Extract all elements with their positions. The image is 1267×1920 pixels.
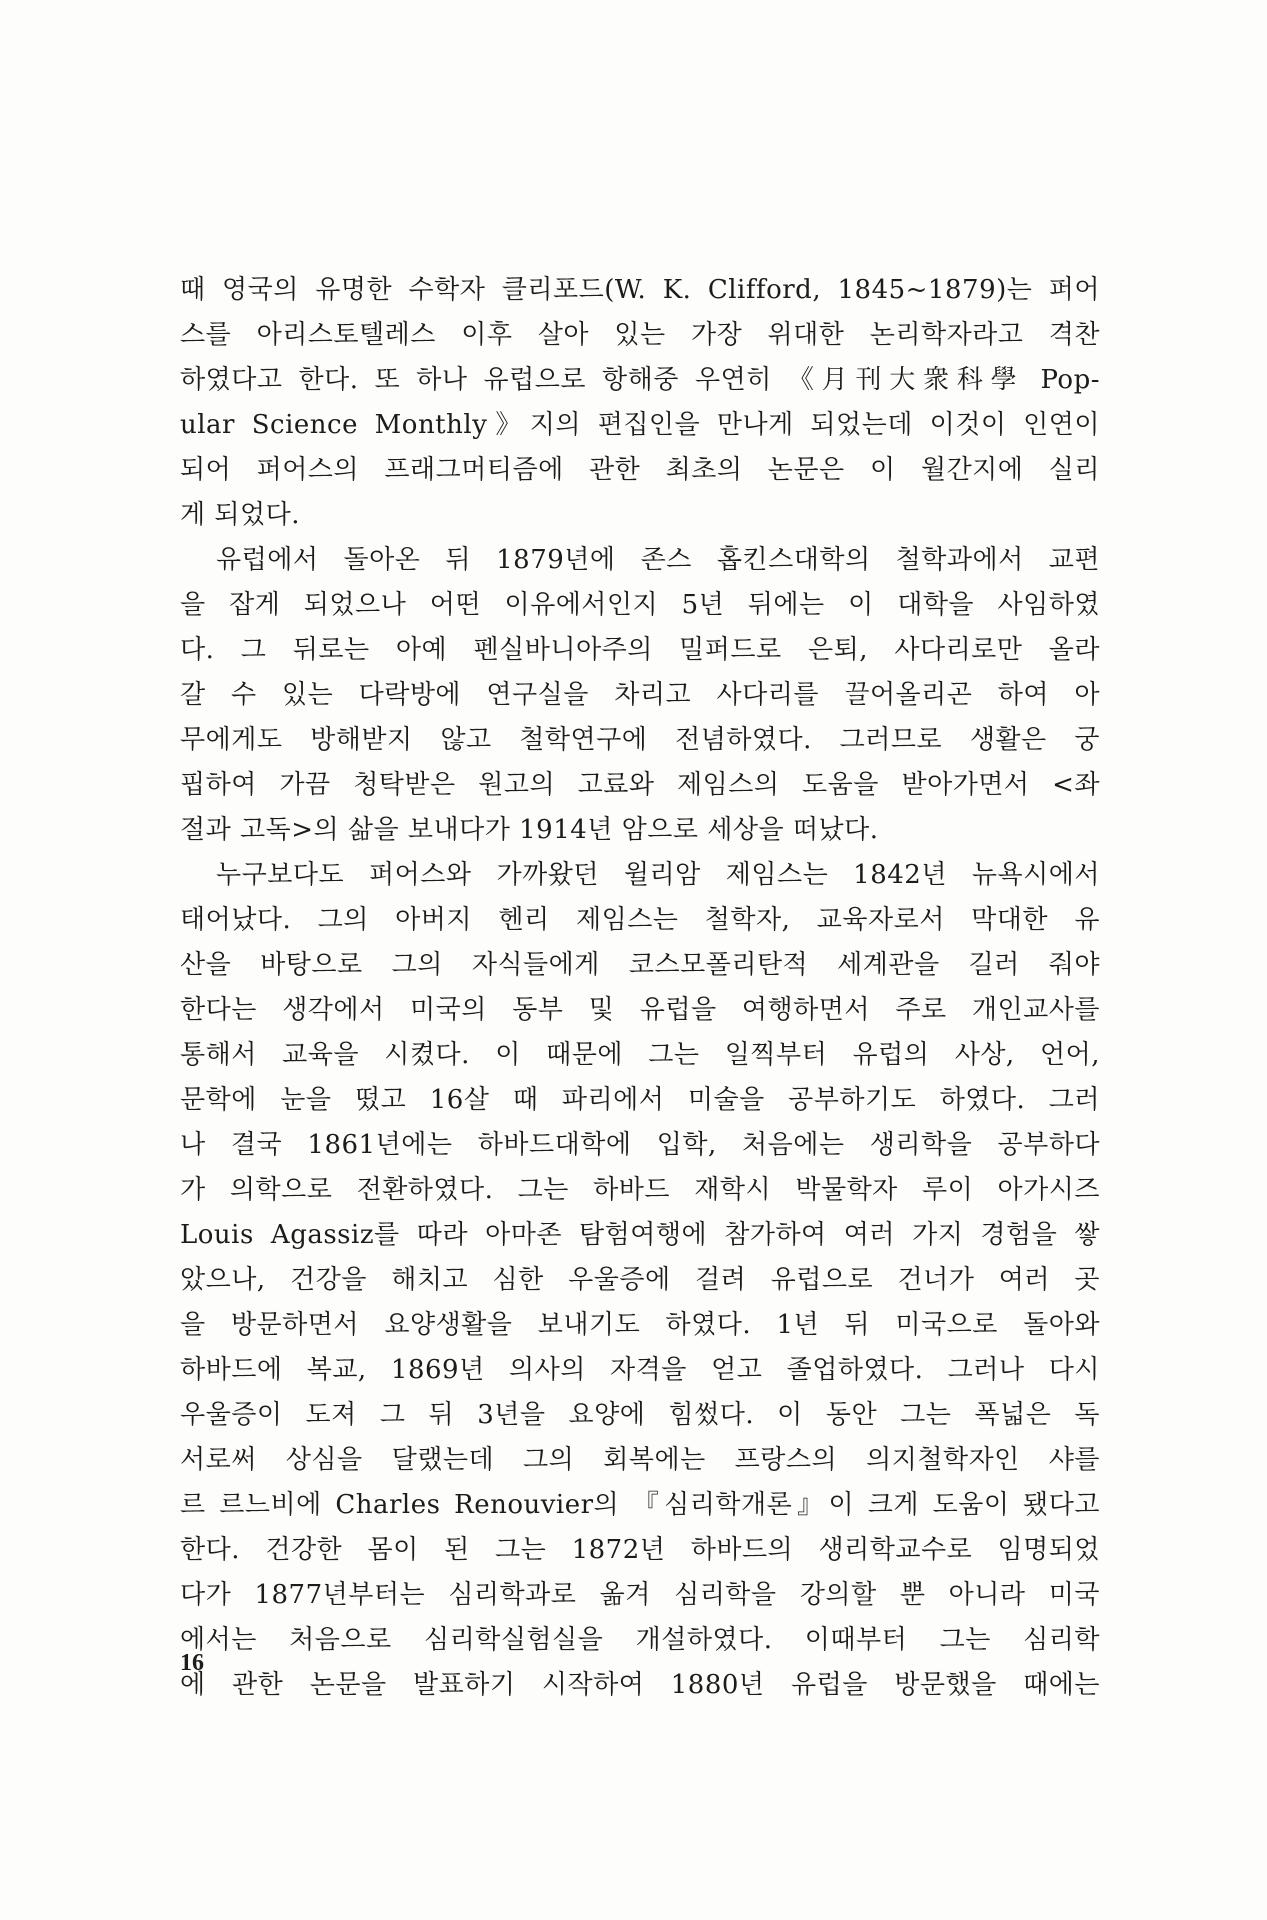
text-line: 을 잡게 되었으나 어떤 이유에서인지 5년 뒤에는 이 대학을 사임하였 bbox=[180, 590, 1100, 620]
text-line: 에 관한 논문을 발표하기 시작하여 1880년 유럽을 방문했을 때에는 bbox=[180, 1670, 1100, 1700]
text-line: 절과 고독>의 삶을 보내다가 1914년 암으로 세상을 떠났다. bbox=[180, 815, 879, 845]
text-line: 한다는 생각에서 미국의 동부 및 유럽을 여행하면서 주로 개인교사를 bbox=[180, 995, 1100, 1025]
page-number: 16 bbox=[180, 1650, 204, 1676]
text-line: 하바드에 복교, 1869년 의사의 자격을 얻고 졸업하였다. 그러나 다시 bbox=[180, 1355, 1100, 1385]
text-line: 갈 수 있는 다락방에 연구실을 차리고 사다리를 끌어올리곤 하여 아 bbox=[180, 680, 1100, 710]
text-line: 나 결국 1861년에는 하바드대학에 입학, 처음에는 생리학을 공부하다 bbox=[180, 1130, 1100, 1160]
text-line: 유럽에서 돌아온 뒤 1879년에 존스 홉킨스대학의 철학과에서 교편 bbox=[216, 545, 1100, 575]
text-line: 에서는 처음으로 심리학실험실을 개설하였다. 이때부터 그는 심리학 bbox=[180, 1625, 1100, 1655]
text-line: 산을 바탕으로 그의 자식들에게 코스모폴리탄적 세계관을 길러 줘야 bbox=[180, 950, 1100, 980]
text-line: 무에게도 방해받지 않고 철학연구에 전념하였다. 그러므로 생활은 궁 bbox=[180, 725, 1100, 755]
text-line: 다. 그 뒤로는 아예 펜실바니아주의 밀퍼드로 은퇴, 사다리로만 올라 bbox=[180, 635, 1100, 665]
text-line: 서로써 상심을 달랬는데 그의 회복에는 프랑스의 의지철학자인 샤를 bbox=[180, 1445, 1100, 1475]
text-line: 게 되었다. bbox=[180, 500, 300, 530]
text-line: 다가 1877년부터는 심리학과로 옮겨 심리학을 강의할 뿐 아니라 미국 bbox=[180, 1580, 1100, 1610]
text-line: 을 방문하면서 요양생활을 보내기도 하였다. 1년 뒤 미국으로 돌아와 bbox=[180, 1310, 1100, 1340]
text-line: 가 의학으로 전환하였다. 그는 하바드 재학시 박물학자 루이 아가시즈 bbox=[180, 1175, 1100, 1205]
text-line: 한다. 건강한 몸이 된 그는 1872년 하바드의 생리학교수로 임명되었 bbox=[180, 1535, 1100, 1565]
text-line: 되어 퍼어스의 프래그머티즘에 관한 최초의 논문은 이 월간지에 실리 bbox=[180, 455, 1100, 485]
text-line: 때 영국의 유명한 수학자 클리포드(W. K. Clifford, 1845~1879)는 퍼어 bbox=[180, 275, 1100, 305]
text-line: 문학에 눈을 떴고 16살 때 파리에서 미술을 공부하기도 하였다. 그러 bbox=[180, 1085, 1100, 1115]
text-line: 핍하여 가끔 청탁받은 원고의 고료와 제임스의 도움을 받아가면서 <좌 bbox=[180, 770, 1100, 800]
text-line: 통해서 교육을 시켰다. 이 때문에 그는 일찍부터 유럽의 사상, 언어, bbox=[180, 1040, 1100, 1070]
text-line: 스를 아리스토텔레스 이후 살아 있는 가장 위대한 논리학자라고 격찬 bbox=[180, 320, 1100, 350]
text-line: 르 르느비에 Charles Renouvier의 『심리학개론』이 크게 도움이 됐다고 bbox=[180, 1490, 1100, 1520]
text-line: 누구보다도 퍼어스와 가까왔던 윌리암 제임스는 1842년 뉴욕시에서 bbox=[216, 860, 1100, 890]
body-text bbox=[180, 268, 1100, 1708]
text-line: Louis Agassiz를 따라 아마존 탐험여행에 참가하여 여러 가지 경험을 쌓 bbox=[180, 1220, 1100, 1250]
text-line: 하였다고 한다. 또 하나 유럽으로 항해중 우연히 《月刊大衆科學 Pop- bbox=[180, 365, 1100, 395]
text-line: 았으나, 건강을 해치고 심한 우울증에 걸려 유럽으로 건너가 여러 곳 bbox=[180, 1265, 1100, 1295]
text-line: 우울증이 도져 그 뒤 3년을 요양에 힘썼다. 이 동안 그는 폭넓은 독 bbox=[180, 1400, 1100, 1430]
text-line: 태어났다. 그의 아버지 헨리 제임스는 철학자, 교육자로서 막대한 유 bbox=[180, 905, 1100, 935]
text-line: ular Science Monthly》지의 편집인을 만나게 되었는데 이것이 인연이 bbox=[180, 410, 1100, 440]
